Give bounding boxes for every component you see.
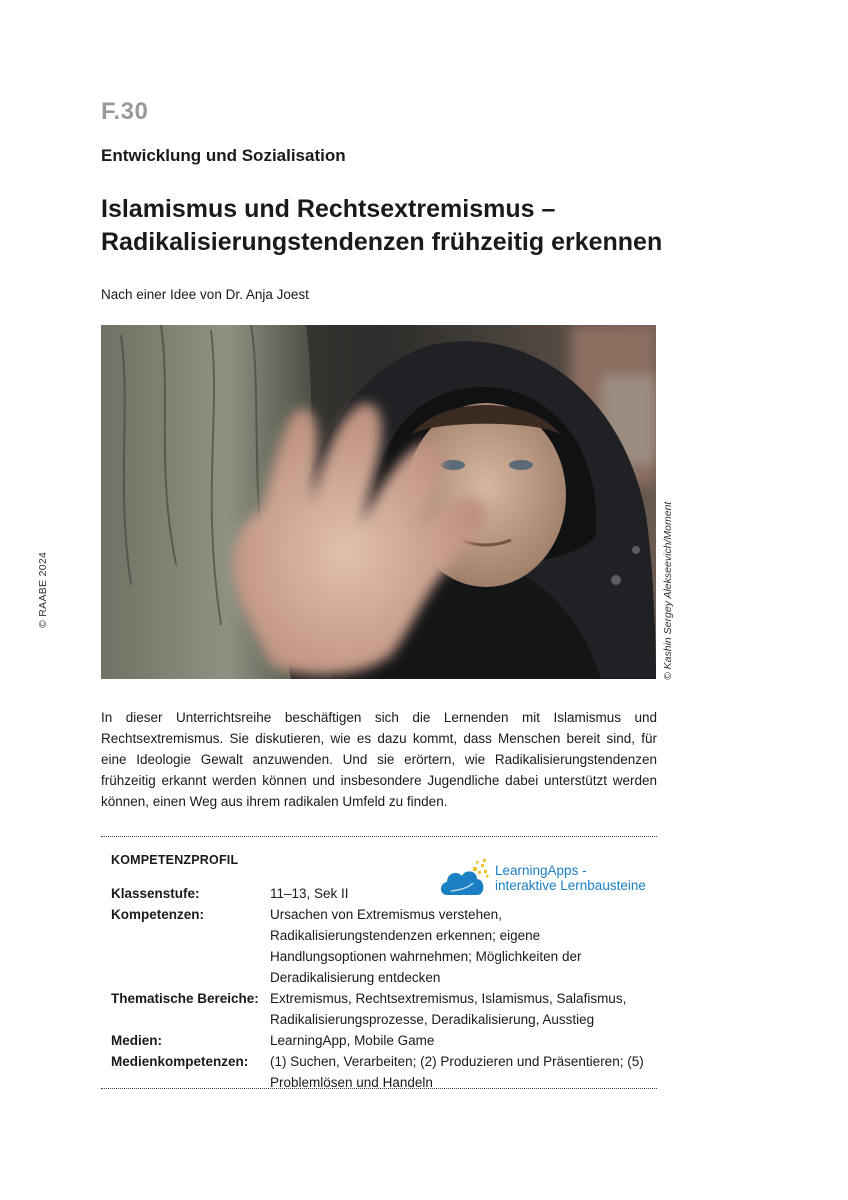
photo-credit: © Kashin Sergey Alekseevich/Moment [662, 501, 674, 680]
profile-row-competences [111, 904, 657, 988]
learningapps-label-1: LearningApps - [495, 863, 587, 878]
title-line-1: Islamismus und Rechtsextremismus – [101, 195, 556, 223]
profile-bottom-divider [101, 1088, 657, 1089]
profile-key: Kompetenzen: [111, 907, 205, 922]
profile-row-grade [111, 883, 657, 904]
profile-row-topics [111, 988, 657, 1030]
profile-heading: KOMPETENZPROFIL [111, 853, 239, 867]
profile-top-divider [101, 836, 657, 837]
profile-key: Thematische Bereiche: [111, 991, 259, 1006]
profile-key: Medien: [111, 1033, 163, 1048]
profile-value: Ursachen von Extremismus verstehen, Radikalisierungstendenzen erkennen; eigene Handlungsoptionen wahrnehmen; Möglichkeiten der Deradikalisierung entdecken [270, 907, 582, 985]
profile-row-media-competences [111, 1051, 657, 1093]
copyright-note: © RAABE 2024 [37, 551, 49, 628]
unit-code: F.30 [101, 98, 149, 125]
cover-photo [101, 325, 656, 679]
profile-key: Medienkompetenzen: [111, 1054, 249, 1069]
profile-value: 11–13, Sek II [270, 886, 349, 901]
profile-value: (1) Suchen, Verarbeiten; (2) Produzieren und Präsentieren; (5) Problemlösen und Handeln [270, 1054, 644, 1090]
competence-profile [111, 853, 657, 1093]
learningapps-label-2: interaktive Lernbausteine [495, 878, 646, 893]
intro-paragraph: In dieser Unterrichtsreihe beschäftigen sich die Lernenden mit Islamismus und Rechtsextremismus. Sie diskutieren, wie es dazu kommt, dass Menschen bereit sind, für eine Ideologie Gewalt anzuwenden. Und sie erörtern, wie Radikalisierungstendenzen frühzeitig erkannt werden können und insbesondere Jugendliche dabei unterstützt werden können, einen Weg aus ihrem radikalen Umfeld zu finden. [101, 710, 657, 809]
profile-value: LearningApp, Mobile Game [270, 1033, 435, 1048]
profile-key: Klassenstufe: [111, 886, 200, 901]
subject-heading: Entwicklung und Sozialisation [101, 146, 346, 165]
author-credit: Nach einer Idee von Dr. Anja Joest [101, 287, 309, 302]
profile-value: Extremismus, Rechtsextremismus, Islamismus, Salafismus, Radikalisierungsprozesse, Deradikalisierung, Ausstieg [270, 991, 627, 1027]
cover-photo-illustration [101, 325, 656, 679]
document-title [101, 193, 721, 259]
profile-row-media [111, 1030, 657, 1051]
title-line-2: Radikalisierungstendenzen frühzeitig erkennen [101, 228, 663, 256]
